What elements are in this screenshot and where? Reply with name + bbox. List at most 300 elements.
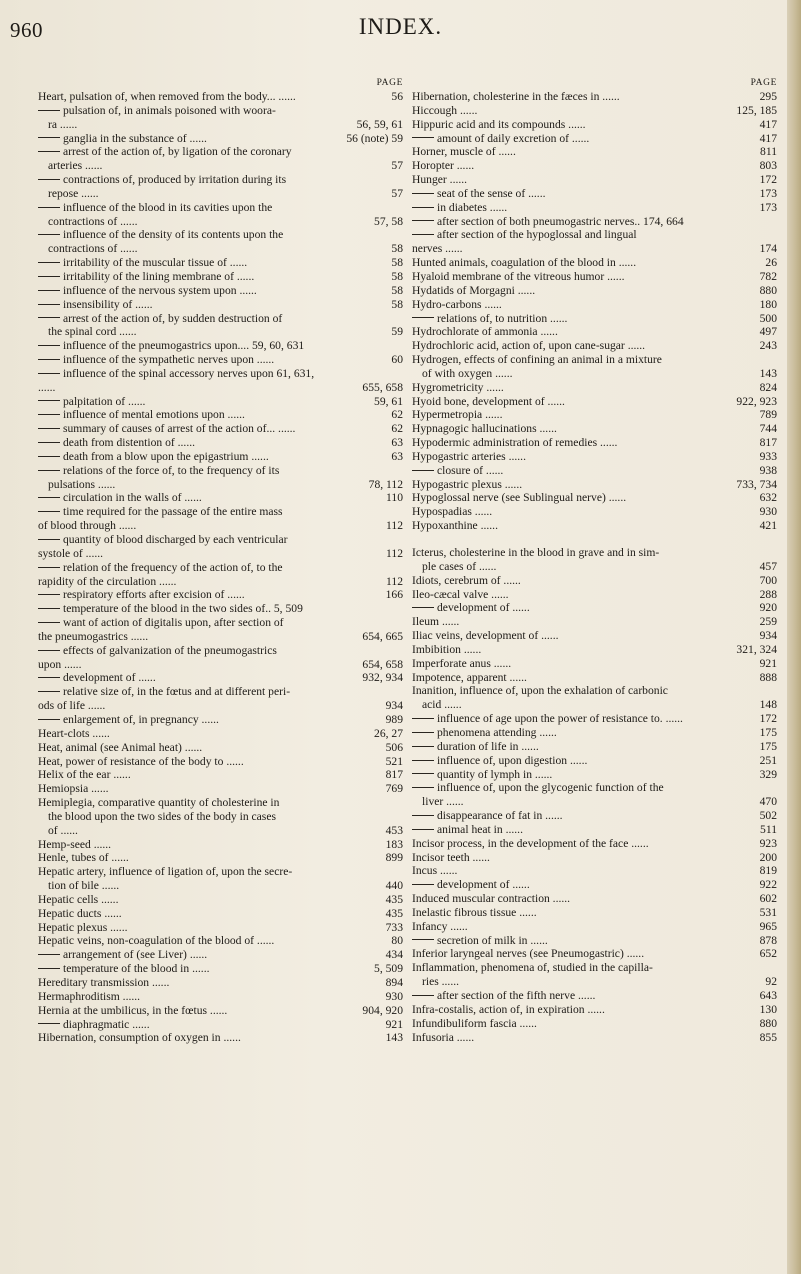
ditto-rule — [412, 732, 434, 733]
entry-page-refs: 59 — [391, 325, 403, 339]
entry-page-refs: 652 — [759, 947, 777, 961]
entry-page-refs: 855 — [759, 1030, 777, 1044]
ditto-rule — [38, 179, 60, 180]
index-entry — [38, 782, 403, 796]
ditto-rule — [38, 262, 60, 263]
index-entry — [38, 422, 403, 436]
entry-page-refs: 58 — [391, 297, 403, 311]
index-entry — [38, 395, 403, 409]
entry-page-refs: 789 — [759, 408, 777, 422]
entry-page-refs: 57 — [391, 186, 403, 200]
entry-text: Induced muscular contraction ...... — [412, 892, 571, 906]
entry-page-refs: 59, 61 — [374, 394, 403, 408]
entry-page-refs: 288 — [759, 587, 777, 601]
ditto-rule — [412, 317, 434, 318]
index-entry — [38, 1018, 403, 1032]
index-entry — [412, 588, 777, 602]
entry-text: irritability of the muscular tissue of ...... — [63, 256, 248, 270]
index-entry — [38, 450, 403, 464]
entry-page-refs: 817 — [759, 436, 777, 450]
index-entry — [412, 671, 777, 685]
entry-page-refs: 899 — [385, 851, 403, 865]
entry-text: Hypospadias ...... — [412, 505, 493, 519]
entry-text: Hiccough ...... — [412, 103, 478, 117]
index-entry — [38, 228, 403, 242]
entry-text: arrest of the action of, by sudden destruction of — [63, 311, 283, 325]
ditto-rule — [38, 954, 60, 955]
entry-text: animal heat in ...... — [437, 822, 523, 836]
index-entry — [412, 795, 777, 809]
entry-text: temperature of the blood in the two sides of.. 5, 509 — [63, 602, 303, 616]
ditto-rule — [412, 787, 434, 788]
entry-text: Hemiplegia, comparative quantity of cholesterine in — [38, 796, 280, 810]
index-entry — [412, 574, 777, 588]
index-entry — [38, 907, 403, 921]
entry-page-refs: 57, 58 — [374, 214, 403, 228]
column-page-label: PAGE — [376, 78, 403, 88]
entry-text: amount of daily excretion of ...... — [437, 131, 590, 145]
index-entry — [412, 464, 777, 478]
index-entry — [38, 353, 403, 367]
entry-text: irritability of the lining membrane of ...... — [63, 269, 255, 283]
index-entry — [412, 408, 777, 422]
ditto-rule — [38, 207, 60, 208]
ditto-rule — [38, 691, 60, 692]
index-entry — [412, 823, 777, 837]
entry-text: after section of the hypoglossal and lingual — [437, 228, 637, 242]
index-column-right — [412, 78, 777, 1044]
entry-text: death from distention of ...... — [63, 436, 196, 450]
entry-text: Hepatic ducts ...... — [38, 906, 122, 920]
entry-page-refs: 817 — [385, 768, 403, 782]
entry-page-refs: 173 — [759, 186, 777, 200]
entry-page-refs: 733 — [385, 920, 403, 934]
entry-text: arteries ...... — [48, 159, 103, 173]
entry-page-refs: 295 — [759, 90, 777, 103]
index-entry — [412, 975, 777, 989]
entry-text: death from a blow upon the epigastrium ...... — [63, 449, 269, 463]
entry-page-refs: 880 — [759, 283, 777, 297]
entry-text: relative size of, in the fœtus and at different peri- — [63, 685, 291, 699]
ditto-rule — [38, 442, 60, 443]
entry-text: of with oxygen ...... — [422, 366, 513, 380]
entry-page-refs: 457 — [759, 559, 777, 573]
index-entry — [38, 658, 403, 672]
index-entry — [412, 519, 777, 533]
entry-page-refs: 173 — [759, 200, 777, 214]
index-entry — [412, 1003, 777, 1017]
entry-text: Hemiopsia ...... — [38, 782, 109, 796]
ditto-rule — [38, 539, 60, 540]
entry-page-refs: 654, 658 — [362, 657, 403, 671]
ditto-rule — [38, 622, 60, 623]
column-page-label: PAGE — [750, 78, 777, 88]
index-entry — [412, 989, 777, 1003]
entry-page-refs: 62 — [391, 422, 403, 436]
index-entry — [412, 159, 777, 173]
entry-text: want of action of digitalis upon, after section of — [63, 616, 284, 630]
entry-text: relation of the frequency of the action of, to the — [63, 560, 283, 574]
index-entry — [412, 353, 777, 367]
entry-text: acid ...... — [422, 698, 462, 712]
entry-page-refs: 938 — [759, 463, 777, 477]
index-entries-left — [38, 90, 403, 1045]
entry-text: influence of, upon digestion ...... — [437, 753, 588, 767]
entry-page-refs: 470 — [759, 795, 777, 809]
entry-page-refs: 125, 185 — [736, 103, 777, 117]
entry-page-refs: 453 — [385, 823, 403, 837]
index-entry — [38, 976, 403, 990]
entry-text: contractions of, produced by irritation during its — [63, 173, 287, 187]
index-entry — [38, 381, 403, 395]
ditto-rule — [38, 594, 60, 595]
index-entry — [412, 934, 777, 948]
entry-text: Inanition, influence of, upon the exhalation of carbonic — [412, 684, 668, 698]
index-entry — [412, 132, 777, 146]
entry-page-refs: 643 — [759, 989, 777, 1002]
index-entry — [412, 629, 777, 643]
entry-page-refs: 251 — [759, 753, 777, 767]
index-entry — [38, 284, 403, 298]
index-entry — [412, 740, 777, 754]
entry-text: Impotence, apparent ...... — [412, 670, 527, 684]
index-entry — [38, 118, 403, 132]
entry-page-refs: 26, 27 — [374, 726, 403, 740]
entry-page-refs: 110 — [386, 491, 403, 505]
ditto-rule — [412, 995, 434, 996]
entry-text: Infancy ...... — [412, 919, 468, 933]
entry-page-refs: 932, 934 — [362, 671, 403, 685]
index-entry — [412, 837, 777, 851]
entry-page-refs: 803 — [759, 159, 777, 173]
entry-text: closure of ...... — [437, 463, 504, 477]
entry-text: relations of the force of, to the frequency of its — [63, 463, 280, 477]
entry-text: palpitation of ...... — [63, 394, 146, 408]
entry-text: Hereditary transmission ...... — [38, 976, 170, 989]
ditto-rule — [412, 220, 434, 221]
index-entry — [412, 173, 777, 187]
ditto-rule — [412, 829, 434, 830]
index-entry — [412, 878, 777, 892]
index-entry — [38, 547, 403, 561]
entry-text: enlargement of, in pregnancy ...... — [63, 712, 219, 726]
entry-page-refs: 321, 324 — [736, 642, 777, 656]
entry-text: Hypogastric plexus ...... — [412, 477, 523, 491]
entry-text: diaphragmatic ...... — [63, 1017, 150, 1031]
entry-text: disappearance of fat in ...... — [437, 809, 563, 823]
entry-text: Hydrogen, effects of confining an animal in a mixture — [412, 353, 662, 367]
entry-page-refs: 63 — [391, 436, 403, 450]
ditto-rule — [412, 884, 434, 885]
entry-page-refs: 56, 59, 61 — [356, 117, 403, 131]
entry-page-refs: 878 — [759, 933, 777, 947]
entry-page-refs: 243 — [759, 339, 777, 353]
ditto-rule — [412, 207, 434, 208]
entry-page-refs: 733, 734 — [736, 477, 777, 491]
entry-page-refs: 26 — [765, 256, 777, 270]
entry-page-refs: 511 — [760, 822, 777, 836]
entry-text: Hippuric acid and its compounds ...... — [412, 117, 586, 131]
entry-page-refs: 148 — [759, 698, 777, 712]
entry-page-refs: 922 — [759, 878, 777, 892]
entry-page-refs: 435 — [385, 906, 403, 920]
ditto-rule — [412, 760, 434, 761]
entry-page-refs: 56 — [391, 90, 403, 103]
entry-text: secretion of milk in ...... — [437, 933, 548, 947]
entry-text: Heat, animal (see Animal heat) ...... — [38, 740, 203, 754]
index-entry — [412, 906, 777, 920]
entry-text: Hibernation, consumption of oxygen in ...... — [38, 1031, 241, 1045]
entry-text: Hepatic artery, influence of ligation of, upon the secre- — [38, 865, 293, 879]
index-entry — [412, 104, 777, 118]
index-entry — [38, 242, 403, 256]
entry-page-refs: 417 — [759, 131, 777, 145]
index-entry — [38, 104, 403, 118]
ditto-rule — [38, 719, 60, 720]
entry-text: temperature of the blood in ...... — [63, 962, 210, 976]
entry-text: time required for the passage of the entire mass — [63, 505, 283, 519]
index-entry — [412, 1017, 777, 1031]
ditto-rule — [38, 151, 60, 152]
index-entry — [38, 478, 403, 492]
entry-text: Hydrochlorate of ammonia ...... — [412, 325, 558, 339]
entry-page-refs: 880 — [759, 1016, 777, 1030]
index-entry — [412, 726, 777, 740]
index-entry — [412, 90, 777, 104]
index-entry — [412, 643, 777, 657]
entry-page-refs: 166 — [385, 588, 403, 602]
entry-text: effects of galvanization of the pneumogastrics — [63, 643, 277, 657]
index-entry — [412, 284, 777, 298]
entry-text: Henle, tubes of ...... — [38, 851, 129, 865]
entry-page-refs: 923 — [759, 836, 777, 850]
entry-text: tion of bile ...... — [48, 879, 120, 893]
entry-page-refs: 502 — [759, 809, 777, 823]
entry-text: upon ...... — [38, 657, 82, 671]
index-entry — [412, 187, 777, 201]
ditto-rule — [38, 650, 60, 651]
index-entry — [38, 810, 403, 824]
index-entry — [38, 741, 403, 755]
entry-text: Hepatic cells ...... — [38, 892, 119, 906]
ditto-rule — [38, 290, 60, 291]
index-entry — [38, 408, 403, 422]
entry-page-refs: 824 — [759, 380, 777, 394]
index-entry — [38, 671, 403, 685]
entry-page-refs: 921 — [385, 1017, 403, 1031]
index-entry — [412, 768, 777, 782]
entry-page-refs: 78, 112 — [368, 477, 403, 491]
entry-text: Hypoglossal nerve (see Sublingual nerve) ...... — [412, 491, 627, 505]
entry-text: contractions of ...... — [48, 214, 138, 228]
entry-page-refs: 200 — [759, 850, 777, 864]
entry-page-refs: 62 — [391, 408, 403, 422]
entry-text: ries ...... — [422, 975, 460, 989]
index-entry — [38, 727, 403, 741]
entry-page-refs: 58 — [391, 242, 403, 256]
index-entry — [412, 781, 777, 795]
entry-text: arrangement of (see Liver) ...... — [63, 948, 208, 962]
entry-text: Hydro-carbons ...... — [412, 297, 502, 311]
entry-text: Inferior laryngeal nerves (see Pneumogastric) ...... — [412, 947, 645, 961]
index-entry — [38, 367, 403, 381]
entry-text: Hermaphroditism ...... — [38, 989, 141, 1003]
index-entry — [412, 325, 777, 339]
ditto-rule — [38, 304, 60, 305]
entry-page-refs: 819 — [759, 864, 777, 878]
entry-text: the pneumogastrics ...... — [38, 629, 149, 643]
entry-page-refs: 894 — [385, 976, 403, 989]
index-entries-right — [412, 90, 777, 1044]
entry-text: Incus ...... — [412, 864, 458, 878]
ditto-rule — [38, 497, 60, 498]
entry-page-refs: 920 — [759, 601, 777, 615]
entry-text: Hypodermic administration of remedies ...... — [412, 436, 618, 450]
index-entry — [38, 533, 403, 547]
entry-text: insensibility of ...... — [63, 297, 153, 311]
entry-page-refs: 521 — [385, 754, 403, 768]
ditto-rule — [38, 567, 60, 568]
ditto-rule — [38, 470, 60, 471]
entry-text: systole of ...... — [38, 546, 104, 560]
index-column-left — [38, 78, 403, 1045]
entry-page-refs: 130 — [759, 1002, 777, 1016]
index-entry — [38, 699, 403, 713]
entry-text: of ...... — [48, 823, 78, 837]
index-entry — [38, 893, 403, 907]
ditto-rule — [38, 511, 60, 512]
index-entry — [412, 684, 777, 698]
index-entry — [38, 602, 403, 616]
entry-text: ...... — [38, 380, 56, 394]
entry-text: pulsation of, in animals poisoned with woora- — [63, 103, 276, 117]
index-entry — [38, 575, 403, 589]
index-entry — [38, 796, 403, 810]
index-entry — [38, 962, 403, 976]
entry-text: the spinal cord ...... — [48, 325, 137, 339]
index-entry — [412, 256, 777, 270]
entry-text: influence of the pneumogastrics upon.... 59, 60, 631 — [63, 339, 305, 353]
page-header — [0, 6, 801, 46]
entry-page-refs: 602 — [759, 892, 777, 906]
entry-text: Ileum ...... — [412, 615, 460, 629]
ditto-rule — [412, 607, 434, 608]
entry-page-refs: 435 — [385, 892, 403, 906]
index-entry — [412, 809, 777, 823]
entry-page-refs: 888 — [759, 670, 777, 684]
index-entry — [412, 920, 777, 934]
entry-text: Hunted animals, coagulation of the blood in ...... — [412, 256, 637, 270]
entry-page-refs: 172 — [759, 712, 777, 726]
entry-text: respiratory efforts after excision of ...... — [63, 588, 245, 602]
entry-page-refs: 922, 923 — [736, 394, 777, 408]
index-entry — [38, 159, 403, 173]
entry-text: ganglia in the substance of ...... — [63, 131, 207, 145]
entry-text: circulation in the walls of ...... — [63, 491, 202, 505]
index-entry — [38, 630, 403, 644]
entry-text: Hygrometricity ...... — [412, 380, 504, 394]
entry-page-refs: 930 — [759, 505, 777, 519]
entry-page-refs: 143 — [759, 366, 777, 380]
entry-page-refs: 183 — [385, 837, 403, 851]
index-entry — [412, 298, 777, 312]
entry-page-refs: 921 — [759, 656, 777, 670]
index-entry — [412, 560, 777, 574]
entry-text: summary of causes of arrest of the action of... ...... — [63, 422, 296, 436]
entry-text: contractions of ...... — [48, 242, 138, 256]
entry-text: Inelastic fibrous tissue ...... — [412, 905, 537, 919]
entry-text: Incisor teeth ...... — [412, 850, 490, 864]
entry-text: Hepatic plexus ...... — [38, 920, 128, 934]
index-entry — [38, 339, 403, 353]
index-entry — [38, 644, 403, 658]
index-entry — [38, 256, 403, 270]
entry-text: Inflammation, phenomena of, studied in the capilla- — [412, 961, 653, 975]
index-entry — [412, 1031, 777, 1045]
entry-page-refs: 700 — [759, 573, 777, 587]
entry-page-refs: 5, 509 — [374, 962, 403, 976]
entry-page-refs: 80 — [391, 934, 403, 948]
index-entry — [38, 865, 403, 879]
index-entry — [412, 712, 777, 726]
entry-text: Heat, power of resistance of the body to ...... — [38, 754, 244, 768]
entry-text: influence of the blood in its cavities upon the — [63, 200, 273, 214]
index-entry — [412, 505, 777, 519]
index-entry — [38, 201, 403, 215]
entry-text: after section of both pneumogastric nerves.. 174, 664 — [437, 214, 684, 228]
entry-text: influence of mental emotions upon ...... — [63, 408, 245, 422]
index-entry — [412, 395, 777, 409]
entry-page-refs: 174 — [759, 242, 777, 256]
entry-text: Incisor process, in the development of the face ...... — [412, 836, 649, 850]
entry-text: arrest of the action of, by ligation of the coronary — [63, 145, 292, 159]
index-entry — [38, 948, 403, 962]
index-entry — [38, 685, 403, 699]
ditto-rule — [412, 746, 434, 747]
entry-text: seat of the sense of ...... — [437, 186, 546, 200]
entry-page-refs: 440 — [385, 879, 403, 893]
entry-text: Hyoid bone, development of ...... — [412, 394, 565, 408]
index-entry — [412, 118, 777, 132]
ditto-rule — [38, 456, 60, 457]
entry-page-refs: 497 — [759, 325, 777, 339]
entry-text: influence of age upon the power of resistance to. ...... — [437, 712, 683, 726]
index-entry — [412, 864, 777, 878]
index-entry — [412, 615, 777, 629]
entry-text: Heart-clots ...... — [38, 726, 110, 740]
entry-text: the blood upon the two sides of the body in cases — [48, 809, 276, 823]
entry-page-refs: 965 — [759, 919, 777, 933]
index-entry — [38, 491, 403, 505]
entry-page-refs: 904, 920 — [362, 1003, 403, 1017]
entry-page-refs: 56 (note) 59 — [346, 131, 403, 145]
entry-page-refs: 112 — [386, 519, 403, 533]
entry-text: in diabetes ...... — [437, 200, 508, 214]
entry-page-refs: 934 — [759, 629, 777, 643]
entry-text: Hibernation, cholesterine in the fæces in ...... — [412, 90, 620, 103]
index-entry — [412, 491, 777, 505]
entry-page-refs: 112 — [386, 574, 403, 588]
index-entry — [38, 755, 403, 769]
index-entry — [412, 601, 777, 615]
entry-page-refs: 744 — [759, 422, 777, 436]
index-entry — [38, 1004, 403, 1018]
entry-page-refs: 934 — [385, 699, 403, 713]
index-entry — [38, 187, 403, 201]
index-entry — [412, 215, 777, 229]
entry-text: liver ...... — [422, 795, 464, 809]
entry-text: repose ...... — [48, 186, 99, 200]
